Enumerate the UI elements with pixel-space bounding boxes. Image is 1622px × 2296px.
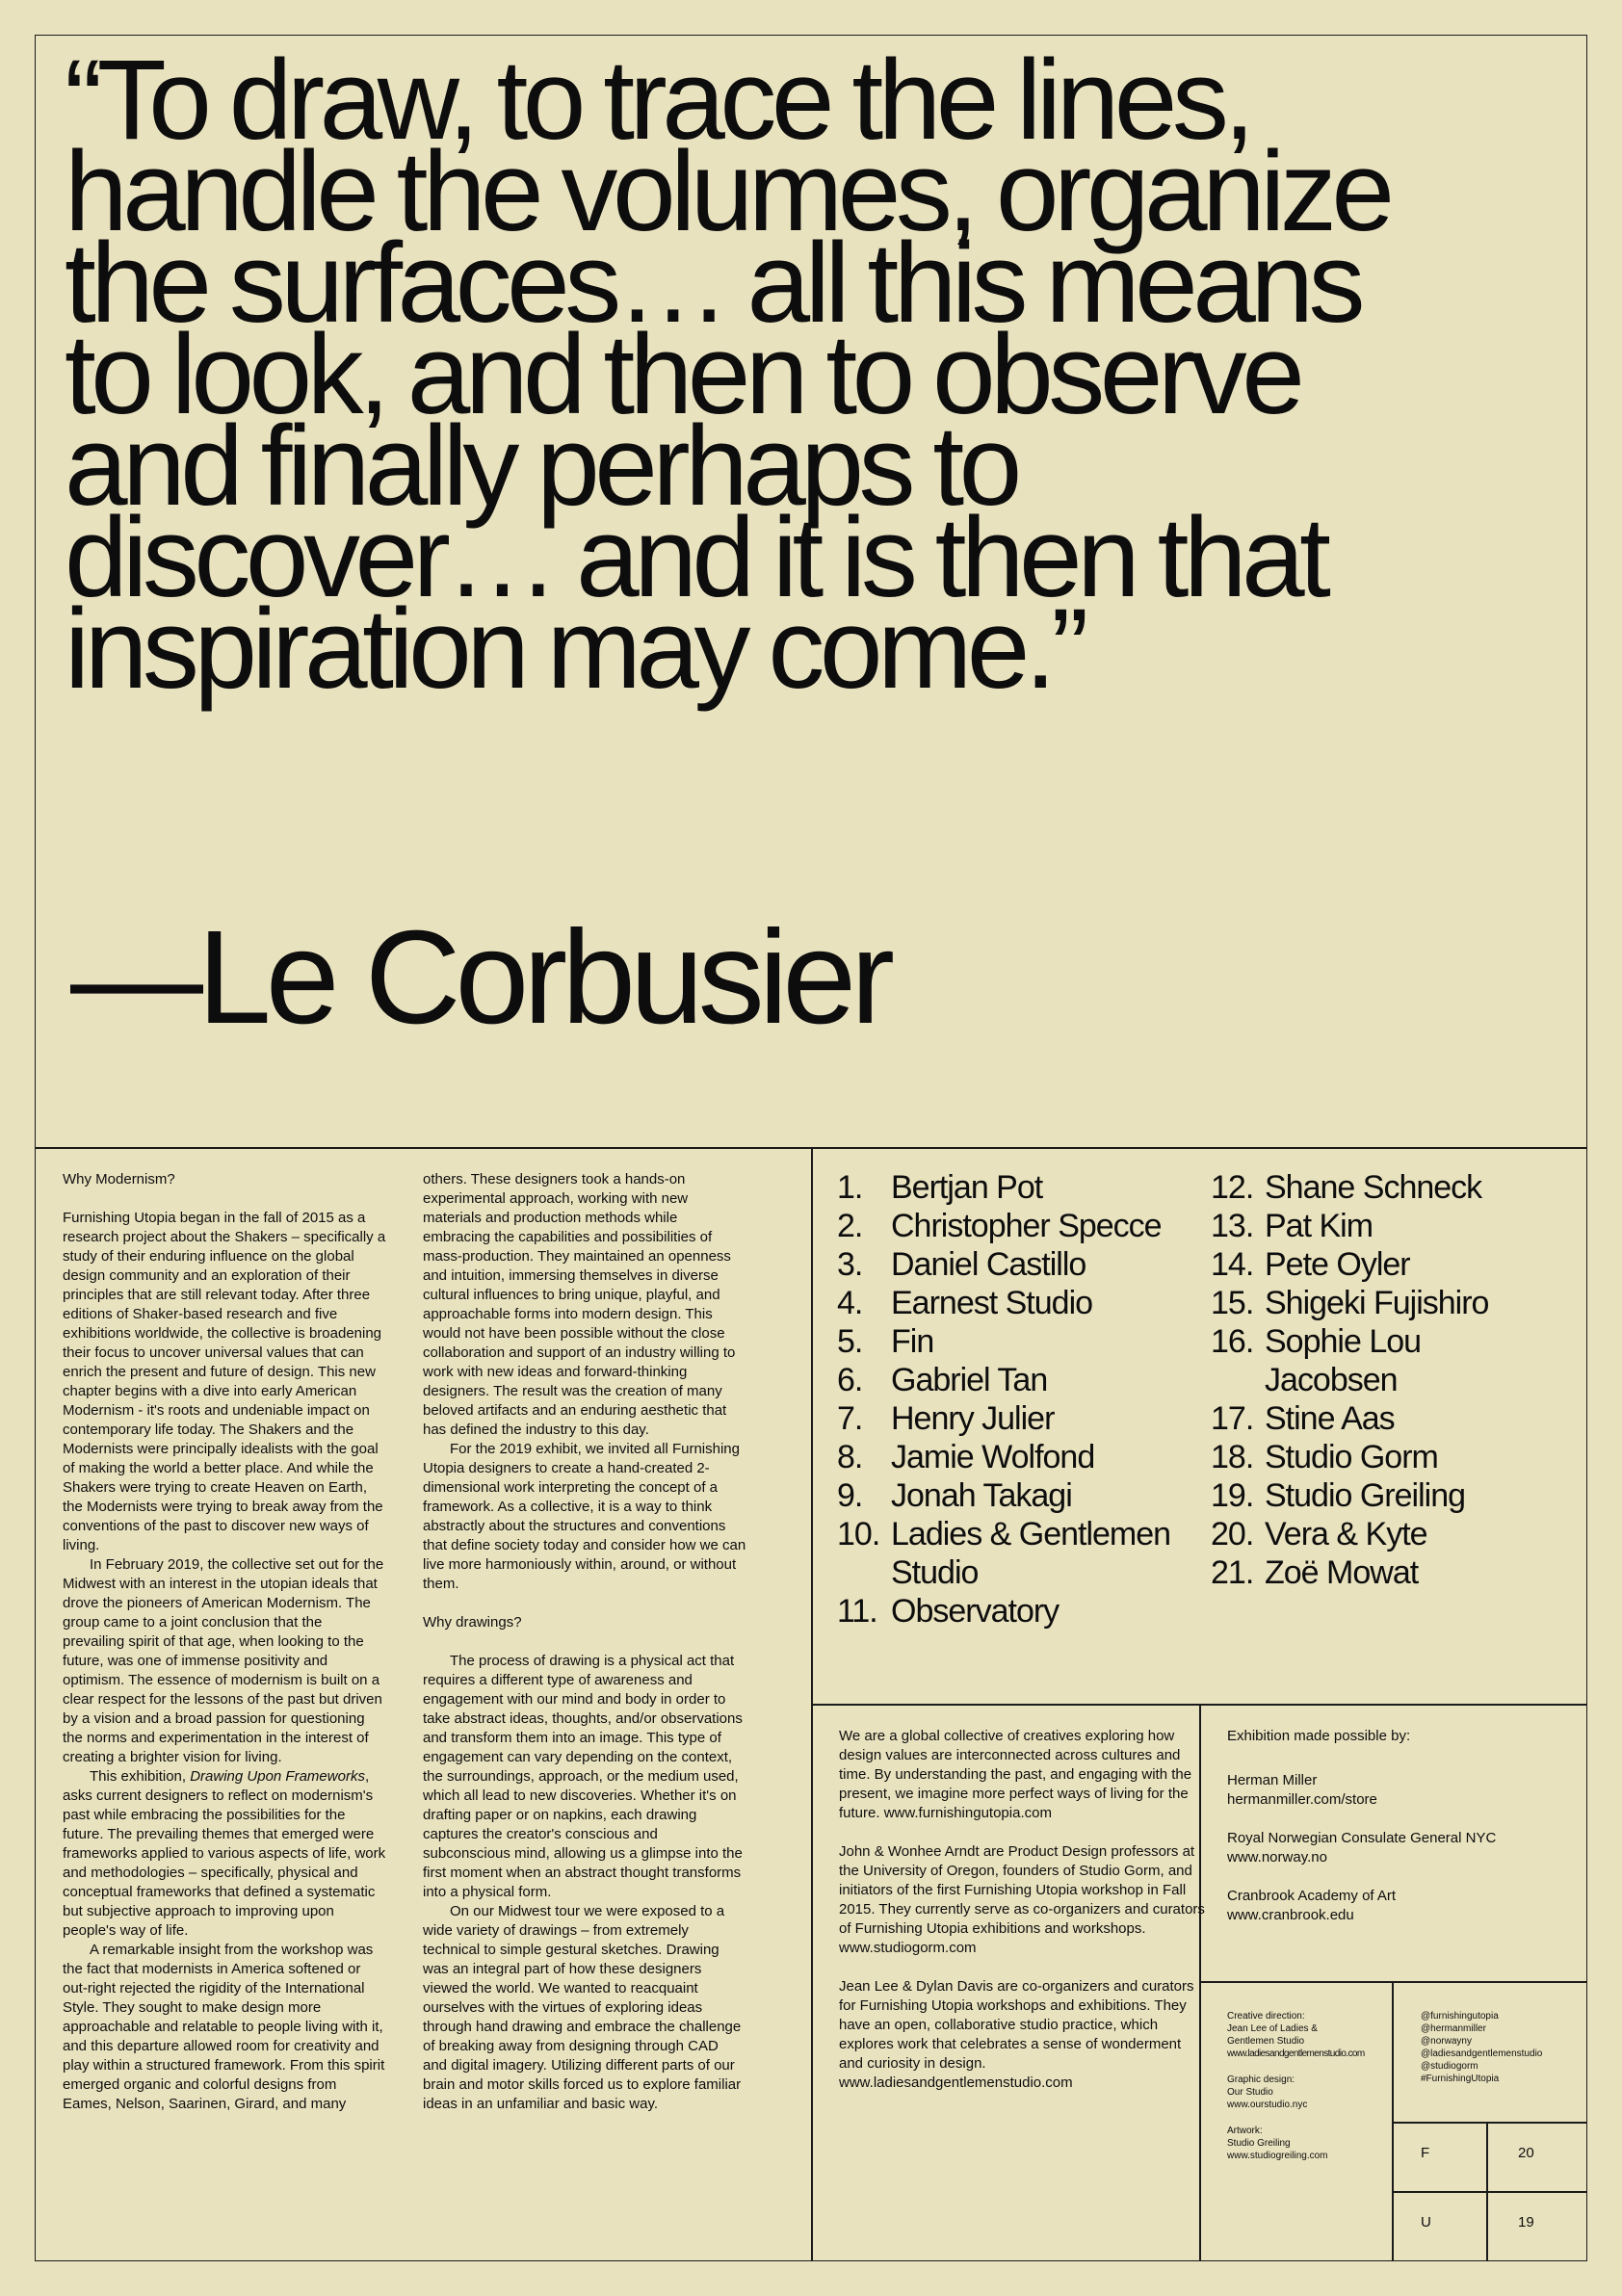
designer-item: 21. Zoë Mowat	[1211, 1554, 1419, 1591]
divider-vertical	[1392, 1981, 1394, 2260]
divider-vertical	[1486, 2122, 1488, 2260]
quote-line: the surfaces… all this means	[65, 220, 1360, 347]
paragraph-body: asks current designers to reflect on modernism's past while embracing the possibilities for the future. The prevailing themes that emerged were frameworks applied to various aspects of life, work and methodologies – specifically, physical and conceptual frameworks that defined a systematic but subjective approach to improving upon people's way of life.	[63, 1787, 386, 1939]
quote-line: discover… and it is then that	[65, 494, 1326, 621]
designer-item: 9. Jonah Takagi	[837, 1477, 1072, 1514]
quote	[65, 37, 1567, 713]
paragraph: In February 2019, the collective set out for the Midwest with an interest in the utopian ideals that drove the pioneers of American Modernism. The group came to a joint conclusion that the prevailing spirit of that age, when looking to the future, was one of immense positivity and optimism. The essence of modernism is built on a clear respect for the lessons of the past but driven by a vision and a broad passion for questioning the norms and experimentation in the interest of creating a brighter vision for living.	[63, 1556, 384, 1765]
section-heading: Why Modernism?	[63, 1171, 175, 1187]
designer-item: 3. Daniel Castillo	[837, 1246, 1086, 1283]
paragraph: On our Midwest tour we were exposed to a wide variety of drawings – from extremely technical to simple gestural sketches. Drawing was an integral part of how these designers viewed the world. We wanted to reacquaint ourselves with the virtues of exploring ideas through hand drawing and embrace the challenge of breaking away from designing through CAD and digital imagery. Utilizing different parts of our brain and motor skills forced us to explore familiar ideas in an unfamiliar and basic way.	[423, 1903, 742, 2112]
designer-item: 6. Gabriel Tan	[837, 1362, 1048, 1398]
paragraph-prefix: This exhibition,	[90, 1768, 191, 1785]
credit: Creative direction: Jean Lee of Ladies & Gentlemen Studio www.ladiesandgentlemenstudio.com	[1227, 2011, 1365, 2059]
grid-year-20: 20	[1518, 2145, 1534, 2161]
sponsor: Cranbrook Academy of Art www.cranbrook.edu	[1227, 1888, 1397, 1923]
quote-author: —Le Corbusier	[70, 903, 890, 1052]
paragraph: The process of drawing is a physical act that requires a different type of awareness and engagement with our mind and body in order to take abstract ideas, thoughts, and/or observations and transform them into an image. This type of engagement can vary depending on the context, the surroundings, approach, or the medium used, which all lead to new discoveries. Whether it's on drafting paper or on napkins, each drawing captures the creator's conscious and subconscious mind, allowing us a glimpse into the first moment when an abstract thought transforms into a physical form.	[423, 1653, 743, 1900]
social-handle: @studiogorm	[1421, 2061, 1478, 2072]
designer-item: 1. Bertjan Pot	[837, 1169, 1043, 1206]
text-column-2	[423, 1170, 746, 2114]
designer-list-right	[1211, 1168, 1577, 1592]
quote-line: inspiration may come.”	[65, 586, 1084, 713]
designer-item: 7. Henry Julier	[837, 1400, 1055, 1437]
designer-item: 20. Vera & Kyte	[1211, 1516, 1427, 1552]
designer-item: 11. Observatory	[837, 1593, 1060, 1630]
about-paragraph: We are a global collective of creatives exploring how design values are interconnected across cultures and time. By understanding the past, and engaging with the present, we imagine more perfect ways of living for the future. www.furnishingutopia.com	[839, 1728, 1192, 1821]
social-handle: @ladiesandgentlemenstudio	[1421, 2048, 1543, 2059]
quote-line: “To draw, to trace the lines,	[65, 37, 1250, 164]
social-handle: #FurnishingUtopia	[1421, 2074, 1500, 2084]
sponsor: Herman Miller hermanmiller.com/store	[1227, 1772, 1377, 1808]
paragraph: A remarkable insight from the workshop was the fact that modernists in America softened or out-right rejected the rigidity of the International Style. They sought to make design more approachable and relatable to people living with it, and this departure allowed room for creativity and play within a structured framework. From this spirit emerged organic and colorful designs from Eames, Nelson, Saarinen, Girard, and many	[63, 1942, 385, 2112]
section-heading: Why drawings?	[423, 1614, 522, 1631]
designer-item: 19. Studio Greiling	[1211, 1477, 1466, 1514]
paragraph-comma: ,	[364, 1768, 370, 1785]
credits-block	[1227, 2010, 1381, 2176]
grid-year-19: 19	[1518, 2214, 1534, 2231]
paragraph: others. These designers took a hands-on experimental approach, working with new materials and production methods while embracing the capabilities and possibilities of mass-production. They maintained an openness and intuition, immersing themselves in diverse cultural influences to bring unique, playful, and approachable forms into modern design. This would not have been possible without the close collaboration and support of an industry willing to work with new ideas and forward-thinking designers. The result was the creation of many beloved artifacts and an enduring aesthetic that has defined the industry to this day.	[423, 1171, 736, 1438]
sponsors-heading: Exhibition made possible by:	[1227, 1728, 1411, 1744]
sponsor: Royal Norwegian Consulate General NYC www.norway.no	[1227, 1830, 1497, 1866]
designer-item: 14. Pete Oyler	[1211, 1246, 1410, 1283]
exhibition-title: Drawing Upon Frameworks	[190, 1768, 365, 1785]
paragraph: Furnishing Utopia began in the fall of 2015 as a research project about the Shakers – specifically a study of their enduring influence on the global design community and an exploration of their principles that are still relevant today. After three editions of Shaker-based research and five exhibitions worldwide, the collective is broadening their focus to uncover universal values that can enrich the present and future of design. This new chapter begins with a dive into early American Modernism - it's roots and undeniable impact on contemporary life today. The Shakers and the Modernists were principally idealists with the goal of making the world a better place. And while the Shakers were trying to create Heaven on Earth, the Modernists were trying to break away from the conventions of the past to discover new ways of living.	[63, 1210, 386, 1553]
poster-frame	[35, 35, 1587, 2261]
designer-item: 5. Fin	[837, 1323, 934, 1360]
designer-item: 15. Shigeki Fujishiro	[1211, 1285, 1489, 1321]
designer-list-left	[837, 1168, 1193, 1631]
quote-line: and finally perhaps to	[65, 403, 1017, 530]
social-handle: @furnishingutopia	[1421, 2011, 1499, 2022]
designer-item: 4. Earnest Studio	[837, 1285, 1093, 1321]
designer-item: 16. Sophie Lou Jacobsen	[1211, 1323, 1422, 1398]
about-paragraph: John & Wonhee Arndt are Product Design professors at the University of Oregon, founders of Studio Gorm, and initiators of the first Furnishing Utopia workshop in Fall 2015. They currently serve as co-organizers and curators of Furnishing Utopia exhibitions and workshops. www.studiogorm.com	[839, 1843, 1205, 1956]
designer-item: 12. Shane Schneck	[1211, 1169, 1482, 1206]
social-handle: @norwayny	[1421, 2036, 1472, 2047]
credit: Graphic design: Our Studio www.ourstudio.nyc	[1227, 2074, 1308, 2110]
social-handle: @hermanmiller	[1421, 2023, 1486, 2034]
sponsors-block	[1227, 1727, 1593, 1944]
designer-item: 10. Ladies & Gentlemen Studio	[837, 1516, 1171, 1591]
designer-item: 17. Stine Aas	[1211, 1400, 1395, 1437]
grid-letter-f: F	[1421, 2145, 1430, 2161]
quote-line: to look, and then to observe	[65, 311, 1300, 438]
paragraph: For the 2019 exhibit, we invited all Furnishing Utopia designers to create a hand-created 2-dimensional work interpreting the concept of a framework. As a collective, it is a way to think abstractly about the structures and conventions that define society today and consider how we can live more harmoniously within, around, or without them.	[423, 1441, 746, 1592]
credit: Artwork: Studio Greiling www.studiogreiling.com	[1227, 2126, 1328, 2161]
divider-horizontal	[1392, 2191, 1586, 2193]
designer-item: 13. Pat Kim	[1211, 1208, 1373, 1244]
paragraph	[63, 1767, 386, 1941]
text-column-1	[63, 1170, 386, 2114]
designer-item: 2. Christopher Specce	[837, 1208, 1162, 1244]
designer-item: 18. Studio Gorm	[1211, 1439, 1438, 1475]
designer-item: 8. Jamie Wolfond	[837, 1439, 1095, 1475]
divider-horizontal	[1392, 2122, 1586, 2124]
about-paragraph: Jean Lee & Dylan Davis are co-organizers and curators for Furnishing Utopia workshops and exhibitions. They have an open, collaborative studio practice, which explores work that celebrates a sense of wonderment and curiosity in design. www.ladiesandgentlemenstudio.com	[839, 1978, 1194, 2091]
social-handles	[1421, 2010, 1594, 2085]
quote-line: handle the volumes, organize	[65, 128, 1390, 255]
about-block	[839, 1727, 1205, 2112]
grid-letter-u: U	[1421, 2214, 1431, 2231]
